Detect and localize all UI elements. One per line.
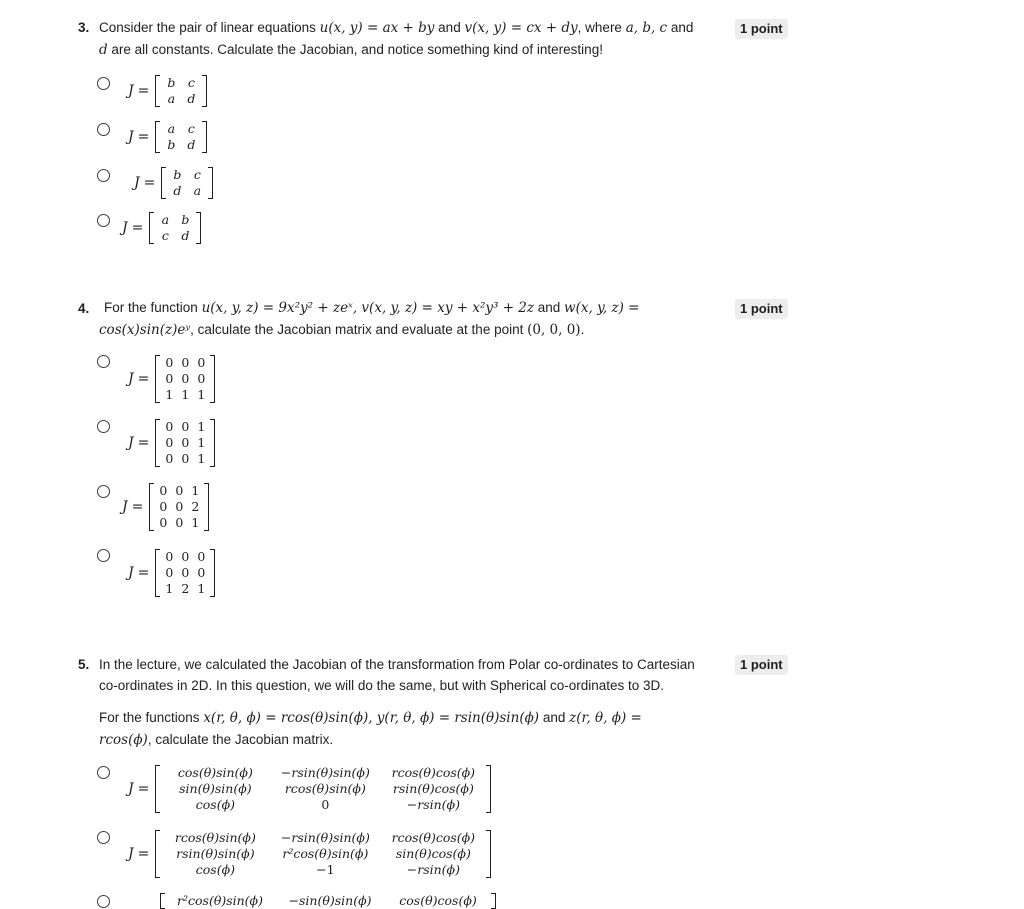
question-text-functions <box>99 707 689 751</box>
equals-sign: = <box>137 83 150 99</box>
equals-sign: = <box>143 175 156 191</box>
matrix-cell: 1 <box>197 581 206 596</box>
option-equation <box>128 765 491 813</box>
matrix-cell: 0 <box>197 565 206 580</box>
matrix-cell: 1 <box>197 419 206 434</box>
matrix-cell: rcos(θ)cos(ϕ) <box>391 765 476 780</box>
math-part: v(x, y) = cx + dy <box>464 20 578 36</box>
matrix-cell: 0 <box>165 371 174 386</box>
matrix-cell: 0 <box>165 565 174 580</box>
option-equation <box>128 419 215 467</box>
jacobian-symbol: J <box>128 435 134 451</box>
text-part: and <box>539 710 570 725</box>
matrix-cell: 0 <box>159 499 168 514</box>
matrix-cell: cos(ϕ) <box>195 797 235 812</box>
matrix-cell: 0 <box>175 515 184 530</box>
math-part: (0, 0, 0) <box>527 322 581 338</box>
option-equation <box>128 355 215 403</box>
matrix-cell: rcos(θ)cos(ϕ) <box>391 830 476 845</box>
option-equation <box>160 893 496 909</box>
text-part: Consider the pair of linear equations <box>99 20 320 35</box>
matrix-cell: 1 <box>191 483 200 498</box>
radio-button[interactable] <box>97 420 110 433</box>
matrix-cell: r²cos(θ)sin(ϕ) <box>282 846 369 861</box>
matrix-cell: 0 <box>181 549 190 564</box>
matrix-cell: 0 <box>181 419 190 434</box>
matrix-cell: 0 <box>181 355 190 370</box>
matrix-cell: 0 <box>181 371 190 386</box>
radio-button[interactable] <box>97 766 110 779</box>
radio-button[interactable] <box>97 77 110 90</box>
jacobian-symbol: J <box>128 781 134 797</box>
matrix-cell: cos(θ)sin(ϕ) <box>177 765 253 780</box>
text-part: , calculate the Jacobian matrix. <box>147 732 334 747</box>
radio-button[interactable] <box>97 485 110 498</box>
matrix-cell: a <box>161 212 170 227</box>
radio-button[interactable] <box>97 123 110 136</box>
matrix-cell: b <box>181 212 190 227</box>
matrix-cell: −rsin(ϕ) <box>406 797 460 812</box>
matrix <box>155 549 215 597</box>
jacobian-symbol: J <box>122 220 128 236</box>
math-part: rcos(ϕ) <box>99 732 148 748</box>
matrix-cell: rsin(θ)cos(ϕ) <box>392 781 474 796</box>
matrix-cell: 0 <box>181 435 190 450</box>
question-text-line2 <box>99 319 699 341</box>
question-text <box>99 17 699 61</box>
option-equation <box>128 121 207 153</box>
text-part: are all constants. Calculate the Jacobian, and notice something kind of interesting! <box>107 42 603 57</box>
equals-sign: = <box>137 435 150 451</box>
matrix-cell: −sin(θ)sin(ϕ) <box>288 893 372 908</box>
matrix-cell: sin(θ)cos(ϕ) <box>395 846 471 861</box>
option-equation <box>122 483 209 531</box>
matrix-cell: 1 <box>191 515 200 530</box>
math-part: d <box>99 42 108 58</box>
radio-button[interactable] <box>97 169 110 182</box>
question-number: 3. <box>78 20 90 35</box>
matrix-cell: 1 <box>197 387 206 402</box>
matrix <box>155 75 207 107</box>
question-text: In the lecture, we calculated the Jacobian of the transformation from Polar co-ordinates to Cartesian co-ordinates in 2D. In this question, we will do the same, but with Spherical co-ordinates to 3D. <box>99 657 695 693</box>
jacobian-symbol: J <box>128 565 134 581</box>
option-equation <box>128 75 207 107</box>
matrix-cell: c <box>187 75 195 90</box>
matrix-cell: 0 <box>175 499 184 514</box>
radio-button[interactable] <box>97 549 110 562</box>
text-part: For the functions <box>99 710 204 725</box>
matrix-cell: 0 <box>165 355 174 370</box>
math-part: w(x, y, z) = <box>564 300 640 316</box>
matrix-cell: c <box>193 167 201 182</box>
points-badge: 1 point <box>735 19 788 39</box>
jacobian-symbol: J <box>128 83 134 99</box>
matrix-cell: 1 <box>197 435 206 450</box>
option-equation <box>134 167 213 199</box>
matrix-cell: cos(ϕ) <box>195 862 235 877</box>
matrix <box>149 212 201 244</box>
matrix-cell: b <box>167 137 176 152</box>
equals-sign: = <box>137 846 150 862</box>
matrix-cell: a <box>167 91 176 106</box>
matrix-cell: 0 <box>175 483 184 498</box>
jacobian-symbol: J <box>128 846 134 862</box>
math-part: a, b, c <box>625 20 668 36</box>
question-number: 4. <box>78 301 90 316</box>
matrix-cell: 0 <box>197 371 206 386</box>
matrix <box>155 419 215 467</box>
matrix <box>155 355 215 403</box>
matrix-cell: −rsin(ϕ) <box>406 862 460 877</box>
matrix-cell: d <box>181 228 190 243</box>
math-part: u(x, y, z) = 9x²y² + zeˣ, v(x, y, z) = xy + x²y³ + 2z <box>201 300 535 316</box>
matrix-cell: d <box>173 183 182 198</box>
text-part: and <box>534 300 565 315</box>
equals-sign: = <box>137 129 150 145</box>
matrix-cell: a <box>193 183 202 198</box>
matrix-cell: 1 <box>165 387 174 402</box>
matrix-cell: c <box>187 121 195 136</box>
matrix-cell: sin(θ)sin(ϕ) <box>179 781 252 796</box>
option-equation <box>128 830 491 878</box>
math-part: cos(x)sin(z)eʸ <box>99 322 191 338</box>
question-number: 5. <box>78 657 90 672</box>
text-part: and <box>434 20 465 35</box>
matrix-cell: 0 <box>197 549 206 564</box>
matrix-cell: 0 <box>181 565 190 580</box>
radio-button[interactable] <box>97 895 110 908</box>
matrix-cell: b <box>173 167 182 182</box>
equals-sign: = <box>131 499 144 515</box>
matrix-cell: cos(θ)cos(ϕ) <box>399 893 477 908</box>
radio-button[interactable] <box>97 355 110 368</box>
matrix-cell: 0 <box>159 515 168 530</box>
matrix-cell: 0 <box>165 451 174 466</box>
matrix-cell: r²cos(θ)sin(ϕ) <box>177 893 263 908</box>
matrix-cell: 0 <box>165 435 174 450</box>
text-part: For the function <box>104 300 202 315</box>
jacobian-symbol: J <box>122 499 128 515</box>
jacobian-symbol: J <box>128 129 134 145</box>
matrix-cell: rcos(θ)sin(ϕ) <box>284 781 366 796</box>
text-part: , calculate the Jacobian matrix and evaluate at the point <box>190 322 528 337</box>
matrix-cell: 0 <box>165 419 174 434</box>
matrix <box>155 830 491 878</box>
matrix-cell: b <box>167 75 176 90</box>
matrix-cell: 2 <box>181 581 190 596</box>
matrix-cell: −rsin(θ)sin(ϕ) <box>280 765 370 780</box>
matrix <box>155 765 491 813</box>
text-part: . <box>580 322 585 337</box>
equals-sign: = <box>137 781 150 797</box>
matrix-cell: −1 <box>316 862 335 877</box>
matrix-cell: 0 <box>197 355 206 370</box>
points-badge: 1 point <box>735 299 788 319</box>
matrix-cell: 0 <box>159 483 168 498</box>
matrix <box>155 121 207 153</box>
equals-sign: = <box>137 371 150 387</box>
matrix-cell: c <box>161 228 169 243</box>
matrix-cell: 1 <box>197 451 206 466</box>
matrix-cell: 0 <box>165 549 174 564</box>
matrix-cell: 0 <box>181 451 190 466</box>
math-part: x(r, θ, ϕ) = rcos(θ)sin(ϕ), y(r, θ, ϕ) = rsin(θ)sin(ϕ) <box>203 710 540 726</box>
radio-button[interactable] <box>97 214 110 227</box>
matrix-cell: d <box>187 137 196 152</box>
matrix-cell: rsin(θ)sin(ϕ) <box>176 846 255 861</box>
jacobian-symbol: J <box>134 175 140 191</box>
radio-button[interactable] <box>97 831 110 844</box>
matrix-cell: a <box>167 121 176 136</box>
matrix <box>160 893 496 909</box>
question-text <box>104 297 704 319</box>
matrix-cell: −rsin(θ)sin(ϕ) <box>280 830 370 845</box>
text-part: and <box>667 20 694 35</box>
points-badge: 1 point <box>735 655 788 675</box>
matrix-cell: rcos(θ)sin(ϕ) <box>174 830 256 845</box>
matrix-cell: 2 <box>191 499 200 514</box>
option-equation <box>122 212 201 244</box>
matrix-cell: 1 <box>165 581 174 596</box>
matrix-cell: 1 <box>181 387 190 402</box>
option-equation <box>128 549 215 597</box>
text-part: , where <box>577 20 626 35</box>
matrix-cell: 0 <box>321 797 330 812</box>
jacobian-symbol: J <box>128 371 134 387</box>
math-part: z(r, θ, ϕ) = <box>569 710 642 726</box>
matrix <box>161 167 213 199</box>
equals-sign: = <box>137 565 150 581</box>
math-part: u(x, y) = ax + by <box>319 20 435 36</box>
matrix-cell: d <box>187 91 196 106</box>
equals-sign: = <box>131 220 144 236</box>
matrix <box>149 483 209 531</box>
